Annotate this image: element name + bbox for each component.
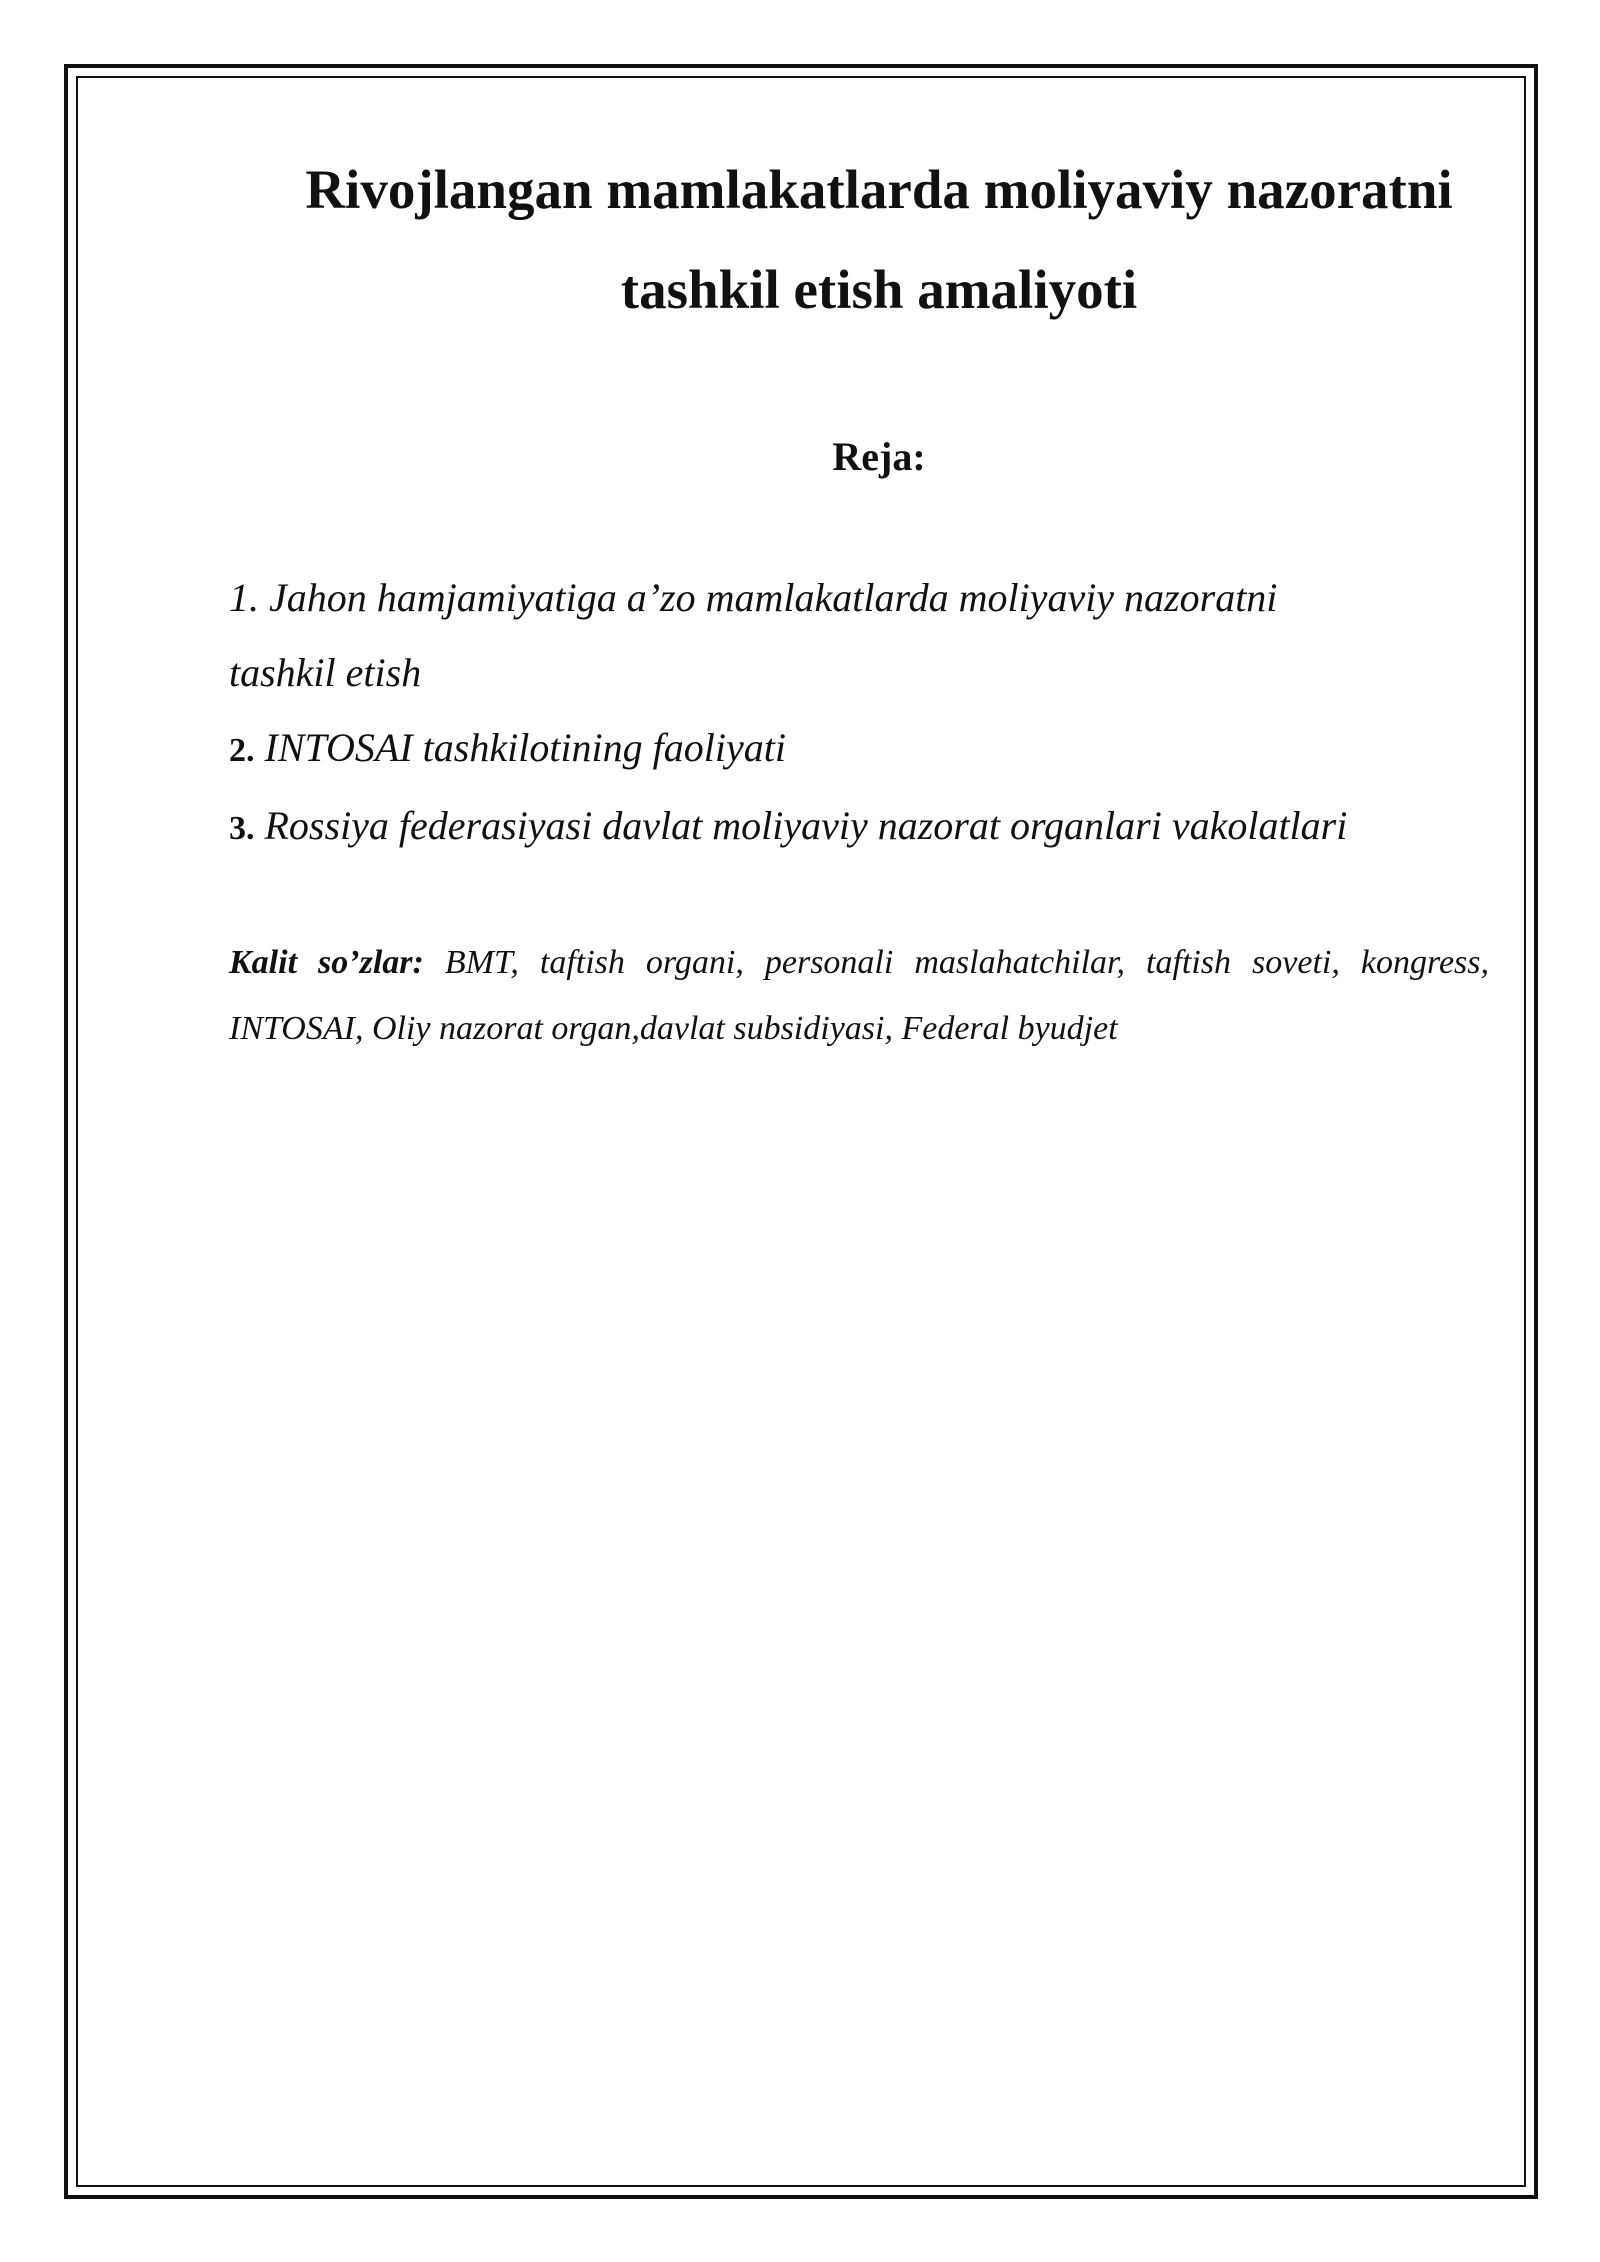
title-line-1: Rivojlangan mamlakatlarda moliyaviy nazoratni bbox=[305, 159, 1453, 220]
plan-item-3 bbox=[229, 788, 1489, 866]
plan-list bbox=[229, 560, 1489, 866]
keywords-paragraph bbox=[229, 930, 1489, 1062]
plan-item-number: 3. bbox=[229, 810, 255, 847]
keywords-text: BMT, taftish organi, personali maslahatchilar, taftish soveti, kongress, INTOSAI, Oliy nazorat organ,davlat subsidiyasi, Federal byudjet bbox=[229, 944, 1489, 1047]
plan-heading: Reja: bbox=[832, 434, 926, 479]
plan-item-number: 2. bbox=[229, 732, 255, 769]
keywords-label: Kalit so’zlar: bbox=[229, 944, 424, 981]
document-body bbox=[229, 140, 1489, 1047]
plan-item-text: Jahon hamjamiyatiga a’zo mamlakatlarda moliyaviy nazoratni bbox=[269, 575, 1278, 620]
plan-item-text: Rossiya federasiyasi davlat moliyaviy nazorat organlari vakolatlari bbox=[264, 803, 1348, 848]
page-border-inner bbox=[76, 76, 1526, 2187]
title-line-2: tashkil etish amaliyoti bbox=[620, 259, 1138, 320]
plan-item-text: INTOSAI tashkilotining faoliyati bbox=[264, 725, 786, 770]
plan-item-2 bbox=[229, 710, 1489, 788]
plan-item-1 bbox=[229, 560, 1489, 710]
document-title bbox=[229, 140, 1489, 340]
plan-item-text-continued: tashkil etish bbox=[229, 650, 422, 695]
plan-item-number: 1. bbox=[229, 575, 259, 620]
